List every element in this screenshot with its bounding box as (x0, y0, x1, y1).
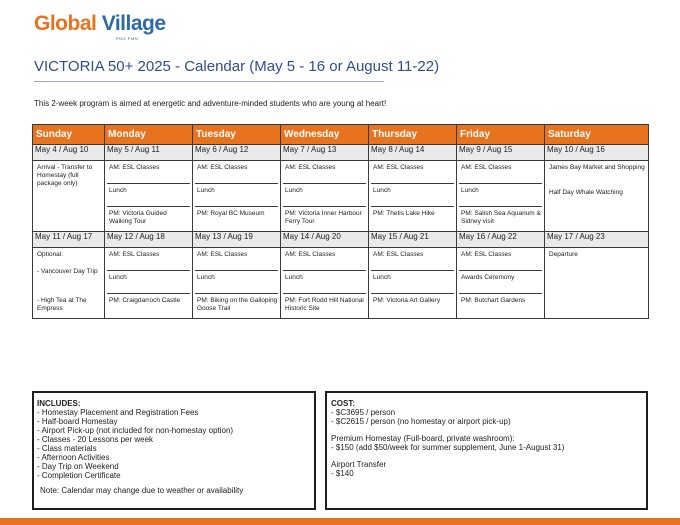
date-cell: May 10 / Aug 16 (545, 145, 649, 161)
date-cell: May 15 / Aug 21 (369, 232, 457, 248)
date-cell: May 6 / Aug 12 (193, 145, 281, 161)
pm-activity: PM: Craigdarroch Castle (109, 297, 181, 304)
lunch-activity: Lunch (371, 271, 454, 294)
saturday-activity: Half Day Whale Watching (549, 189, 623, 196)
activity-cell-monday (105, 161, 193, 232)
day-header-sunday: Sunday (33, 125, 105, 145)
pm-activity: PM: Biking on the Galloping Goose Trail (197, 297, 278, 312)
am-activity: AM: ESL Classes (371, 161, 454, 184)
activity-cell-monday (105, 248, 193, 319)
pm-activity: PM: Salish Sea Aquarium & Sidney visit (461, 210, 541, 225)
day-header-wednesday: Wednesday (281, 125, 369, 145)
date-cell: May 17 / Aug 23 (545, 232, 649, 248)
includes-item: - Day Trip on Weekend (37, 462, 119, 471)
am-activity: AM: ESL Classes (371, 248, 454, 271)
saturday-activity: James Bay Market and Shopping (549, 164, 645, 171)
includes-item: - Half-board Homestay (37, 417, 118, 426)
activity-cell-sunday (33, 248, 105, 319)
week1-activity-row (33, 161, 649, 232)
date-cell: May 14 / Aug 20 (281, 232, 369, 248)
date-cell: May 13 / Aug 19 (193, 232, 281, 248)
activity-cell-wednesday (281, 161, 369, 232)
premium-heading: Premium Homestay (Full-board, private washroom): (331, 434, 515, 443)
lunch-activity: Lunch (195, 184, 278, 207)
day-header-saturday: Saturday (545, 125, 649, 145)
cost-line: - $C2615 / person (no homestay or airport pick-up) (331, 417, 511, 426)
date-cell: May 16 / Aug 22 (457, 232, 545, 248)
lunch-activity: Lunch (107, 184, 190, 207)
lunch-activity: Lunch (371, 184, 454, 207)
lunch-activity: Lunch (283, 271, 366, 294)
day-header-thursday: Thursday (369, 125, 457, 145)
date-cell: May 12 / Aug 18 (105, 232, 193, 248)
lunch-activity: Lunch (195, 271, 278, 294)
optional-item: - Vancouver Day Trip (37, 268, 98, 275)
cost-line: - $C3695 / person (331, 408, 396, 417)
am-activity: AM: ESL Classes (195, 161, 278, 184)
cost-box (325, 391, 648, 510)
am-activity: AM: ESL Classes (283, 161, 366, 184)
lunch-activity: Lunch (107, 271, 190, 294)
pm-activity: PM: Victoria Inner Harbour Ferry Tour (285, 210, 362, 225)
departure-text: Departure (549, 251, 578, 258)
lunch-activity: Lunch (283, 184, 366, 207)
activity-cell-thursday (369, 161, 457, 232)
pm-activity: PM: Butchart Gardens (461, 297, 526, 304)
cost-heading: COST: (331, 399, 355, 408)
am-activity: AM: ESL Classes (283, 248, 366, 271)
footer-accent-bar (0, 518, 680, 525)
transfer-heading: Airport Transfer (331, 460, 387, 469)
optional-label: Optional: (37, 251, 64, 258)
calendar-table (32, 124, 649, 319)
calendar-note: Note: Calendar may change due to weather or availability (40, 486, 244, 495)
awards-activity: Awards Ceremony (459, 271, 542, 294)
day-header-friday: Friday (457, 125, 545, 145)
activity-cell-saturday (545, 161, 649, 232)
date-cell: May 4 / Aug 10 (33, 145, 105, 161)
logo-word-village: Village (101, 12, 166, 35)
am-activity: AM: ESL Classes (459, 161, 542, 184)
activity-cell-sunday (33, 161, 105, 232)
transfer-line: - $140 (331, 469, 354, 478)
premium-line: - $150 (add $50/week for summer supplement, June 1-August 31) (331, 443, 565, 452)
activity-cell-saturday (545, 248, 649, 319)
optional-item: - High Tea at The Empress (37, 297, 87, 312)
arrival-text: Arrival - Transfer to Homestay (full package only) (37, 164, 93, 187)
pm-activity: PM: Victoria Guided Walking Tour (109, 210, 167, 225)
activity-cell-friday (457, 161, 545, 232)
logo-subtitle: PNG PMN (116, 36, 139, 41)
includes-item: - Completion Certificate (37, 471, 121, 480)
intro-text: This 2-week program is aimed at energetic and adventure-minded students who are young at heart! (34, 99, 387, 108)
week2-activity-row (33, 248, 649, 319)
day-header-monday: Monday (105, 125, 193, 145)
lunch-activity: Lunch (459, 184, 542, 207)
date-cell: May 11 / Aug 17 (33, 232, 105, 248)
includes-item: - Classes - 20 Lessons per week (37, 435, 154, 444)
includes-box (32, 391, 316, 510)
am-activity: AM: ESL Classes (107, 248, 190, 271)
activity-cell-tuesday (193, 248, 281, 319)
am-activity: AM: ESL Classes (195, 248, 278, 271)
week1-date-row (33, 145, 649, 161)
activity-cell-wednesday (281, 248, 369, 319)
date-cell: May 9 / Aug 15 (457, 145, 545, 161)
page-title: VICTORIA 50+ 2025 - Calendar (May 5 - 16 or August 11-22) (34, 58, 440, 75)
pm-activity: PM: Royal BC Museum (197, 210, 265, 217)
am-activity: AM: ESL Classes (107, 161, 190, 184)
pm-activity: PM: Victoria Art Gallery (373, 297, 441, 304)
includes-item: - Homestay Placement and Registration Fees (37, 408, 199, 417)
activity-cell-thursday (369, 248, 457, 319)
includes-item: - Class materials (37, 444, 97, 453)
week2-date-row (33, 232, 649, 248)
pm-activity: PM: Thetis Lake Hike (373, 210, 435, 217)
am-activity: AM: ESL Classes (459, 248, 542, 271)
title-divider (34, 81, 384, 82)
activity-cell-friday (457, 248, 545, 319)
global-village-logo (34, 12, 166, 41)
date-cell: May 7 / Aug 13 (281, 145, 369, 161)
logo-word-global: Global (34, 12, 97, 35)
includes-heading: INCLUDES: (37, 399, 81, 408)
day-header-row (33, 125, 649, 145)
date-cell: May 8 / Aug 14 (369, 145, 457, 161)
activity-cell-tuesday (193, 161, 281, 232)
pm-activity: PM: Fort Rodd Hill National Historic Site (285, 297, 364, 312)
includes-item: - Airport Pick-up (not included for non-homestay option) (37, 426, 234, 435)
date-cell: May 5 / Aug 11 (105, 145, 193, 161)
day-header-tuesday: Tuesday (193, 125, 281, 145)
includes-item: - Afternoon Activities (37, 453, 110, 462)
